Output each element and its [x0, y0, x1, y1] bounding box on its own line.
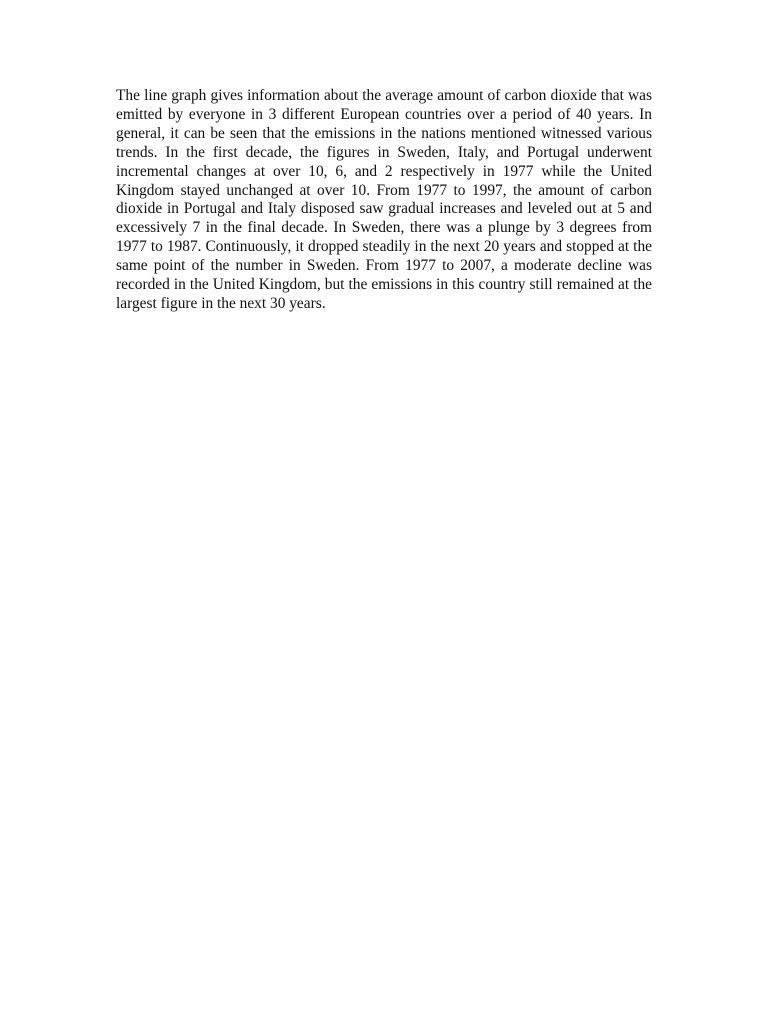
body-paragraph: The line graph gives information about the average amount of carbon dioxide that was emitted by everyone in 3 different European countries over a period of 40 years. In general, it can be seen that the emissions in the nations mentioned witnessed various trends. In the first decade, the figures in Sweden, Italy, and Portugal underwent incremental changes at over 10, 6, and 2 respectively in 1977 while the United Kingdom stayed unchanged at over 10. From 1977 to 1997, the amount of carbon dioxide in Portugal and Italy disposed saw gradual increases and leveled out at 5 and excessively 7 in the final decade. In Sweden, there was a plunge by 3 degrees from 1977 to 1987. Continuously, it dropped steadily in the next 20 years and stopped at the same point of the number in Sweden. From 1977 to 2007, a moderate decline was recorded in the United Kingdom, but the emissions in this country still remained at the largest figure in the next 30 years. — [116, 87, 652, 312]
